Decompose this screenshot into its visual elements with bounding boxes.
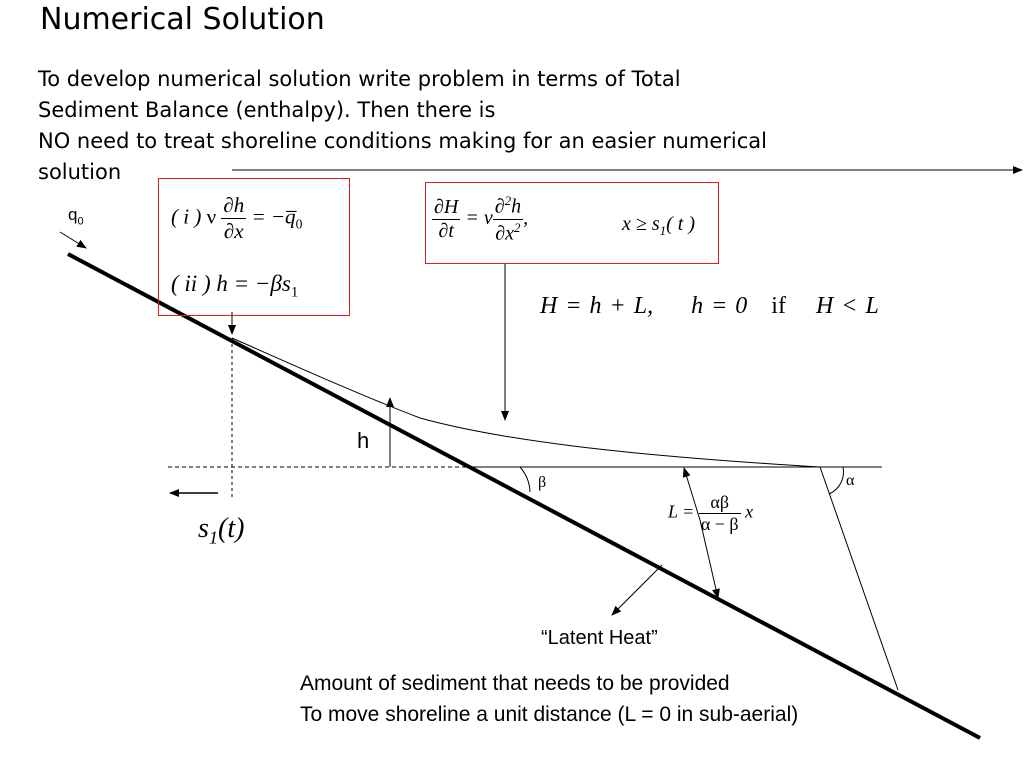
heat-rhs-den: $\partial x^2$ (495, 219, 521, 245)
eq-i-rhs: = −q̅ (251, 204, 296, 229)
heat-equation (432, 193, 528, 245)
note-line-2: To move shoreline a unit distance (L = 0 in sub-aerial) (300, 703, 799, 726)
heat-rhs-num: ∂$^2$h (494, 193, 522, 218)
heat-lhs-den: ∂t (438, 219, 454, 242)
note-line-1: Amount of sediment that needs to be provided (300, 672, 730, 695)
alpha-label: α (846, 472, 855, 489)
governing-equation-box (425, 182, 719, 264)
eq-i-nu: ν (206, 204, 217, 229)
latent-heat-label: “Latent Heat” (541, 627, 658, 649)
intro-line-2: Sediment Balance (enthalpy). Then there is (38, 98, 496, 122)
sediment-note (300, 668, 798, 730)
latent-den: α − β (700, 514, 739, 534)
heat-lhs-num: ∂H (434, 195, 459, 218)
alpha-arc (829, 467, 844, 494)
eq-i-fraction (221, 193, 246, 244)
beach-slope-line (68, 254, 980, 738)
enthalpy-definition (540, 293, 879, 320)
boundary-eq-i (171, 193, 302, 244)
height-label: h (357, 428, 370, 453)
slide-title: Numerical Solution (40, 2, 325, 37)
intro-line-4: solution (38, 160, 122, 184)
eq-i-denominator: ∂x (223, 219, 244, 243)
enthalpy-cond-if: if (771, 293, 786, 319)
flux-label: $q_0$ (68, 205, 84, 228)
heat-rhs-fraction (493, 193, 523, 245)
eq-ii-sub: 1 (290, 284, 299, 301)
flux-arrow (60, 232, 86, 248)
enthalpy-cond-h: h = 0 (691, 293, 748, 319)
eq-ii-body: h = −βs (216, 271, 291, 296)
beta-label: β (538, 474, 547, 491)
beta-arc (520, 467, 530, 492)
enthalpy-def: H = h + L, (540, 293, 654, 319)
latent-heat-equation (668, 492, 753, 535)
boundary-eq-ii (171, 271, 298, 302)
latent-num: αβ (699, 492, 741, 514)
intro-line-3: NO need to treat shoreline conditions making for an easier numerical (38, 129, 767, 153)
heat-lhs-fraction (432, 196, 460, 243)
heat-nu: ν (483, 206, 493, 229)
latent-lhs: L = (668, 501, 695, 522)
eq-i-numerator: ∂h (223, 193, 245, 217)
intro-line-1: To develop numerical solution write problem in terms of Total (38, 67, 681, 91)
boundary-conditions-box (158, 178, 350, 316)
latent-fraction (699, 492, 741, 535)
sediment-surface-curve (232, 338, 820, 467)
latent-heat-arrow (612, 565, 662, 615)
enthalpy-cond-rhs: H < L (815, 293, 879, 319)
heat-domain: $x \ge s_1$( t ) (622, 213, 696, 238)
latent-x: x (745, 501, 754, 522)
shoreline-position-label: $s_1(t)$ (198, 513, 245, 548)
alpha-line (820, 467, 898, 690)
eq-i-sub: 0 (295, 216, 303, 232)
heat-comma: , (523, 206, 529, 229)
eq-i-label: ( i ) (171, 204, 202, 229)
heat-eq-sign: = (465, 206, 479, 229)
eq-ii-label: ( ii ) (171, 271, 211, 296)
